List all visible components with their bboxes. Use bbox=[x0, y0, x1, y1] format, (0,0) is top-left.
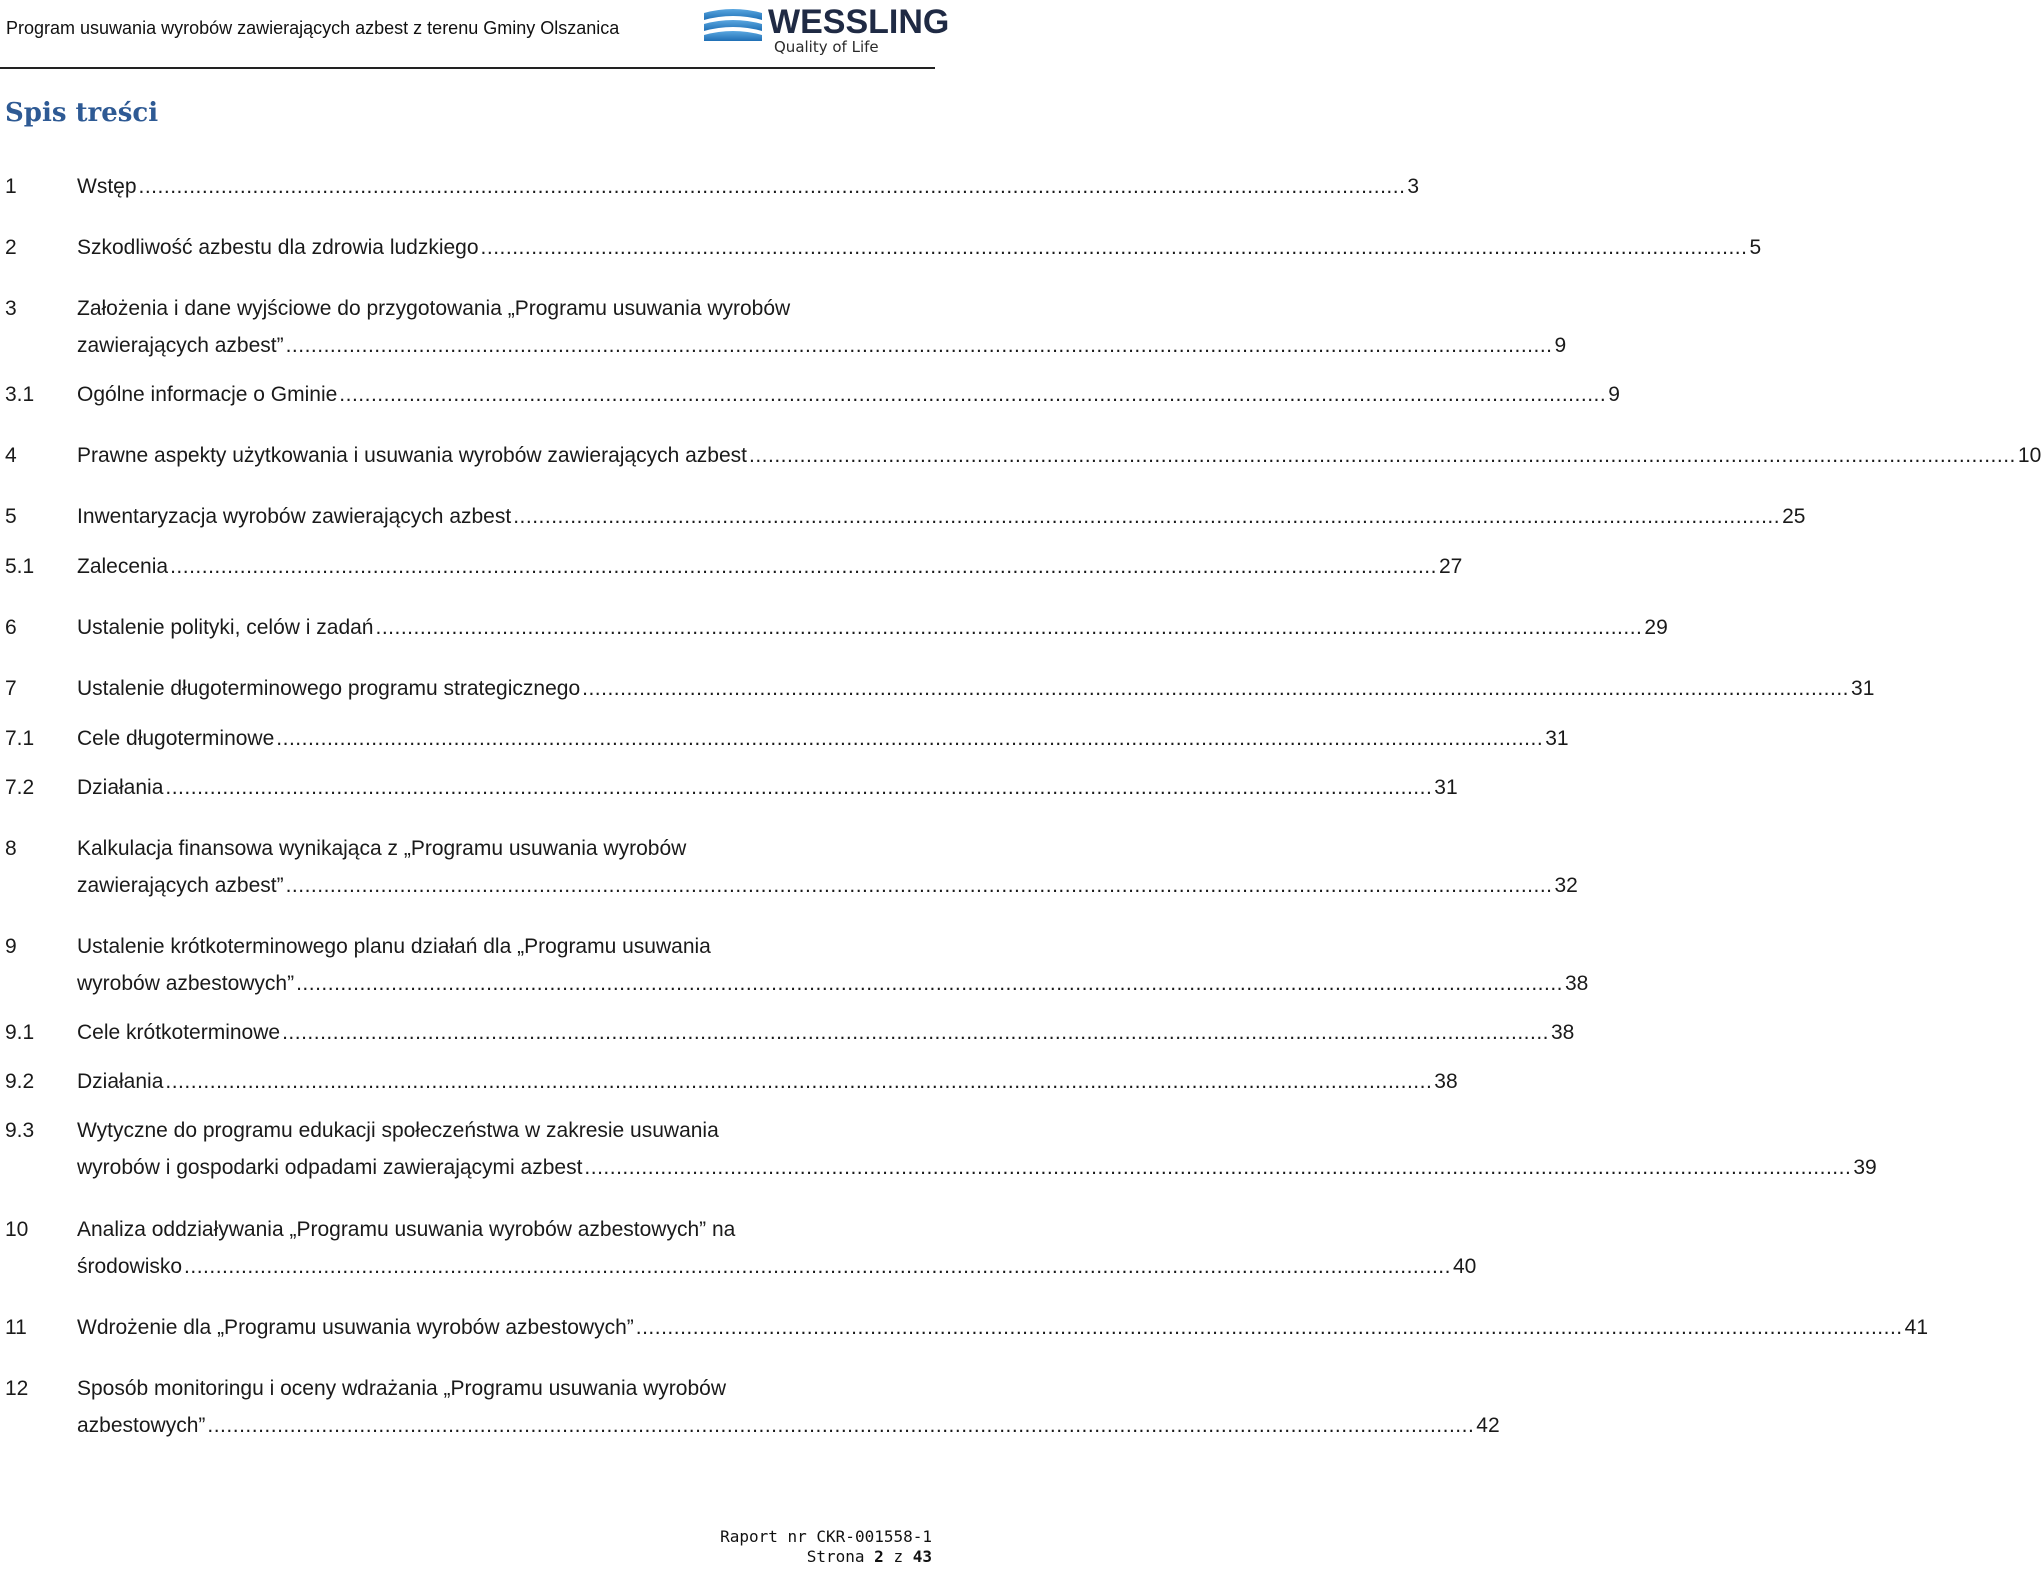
toc-entry-title: Wdrożenie dla „Programu usuwania wyrobów azbestowych” bbox=[77, 1316, 634, 1339]
dot-leader: ........................................................................................................................................................................................................ bbox=[282, 1021, 1549, 1044]
toc-entry-number: 3.1 bbox=[5, 383, 35, 406]
dot-leader: ........................................................................................................................................................................................................ bbox=[584, 1156, 1852, 1179]
toc-entry-number: 9.1 bbox=[5, 1021, 35, 1044]
report-number: Raport nr CKR-001558-1 bbox=[720, 1527, 932, 1546]
toc-entry-title: Ustalenie polityki, celów i zadań bbox=[77, 616, 374, 639]
toc-entry-title: Wstęp bbox=[77, 175, 137, 198]
toc-entry-title-line: Ustalenie krótkoterminowego planu działań dla „Programu usuwania bbox=[77, 935, 711, 958]
toc-entry-title: Inwentaryzacja wyrobów zawierających azbest bbox=[77, 505, 512, 528]
toc-entry-page: 9 bbox=[1608, 383, 1620, 406]
header-title: Program usuwania wyrobów zawierających azbest z terenu Gminy Olszanica bbox=[6, 18, 620, 38]
toc-entry-number: 8 bbox=[5, 837, 17, 860]
page-footer bbox=[720, 1527, 932, 1567]
toc-entry-title: Zalecenia bbox=[77, 555, 169, 578]
dot-leader: ........................................................................................................................................................................................................ bbox=[582, 677, 1850, 700]
dot-leader: ........................................................................................................................................................................................................ bbox=[339, 383, 1607, 406]
toc-entry-number: 1 bbox=[5, 175, 17, 198]
logo-tagline: Quality of Life bbox=[774, 38, 879, 56]
dot-leader: ........................................................................................................................................................................................................ bbox=[375, 616, 1643, 639]
toc-entry-number: 9.2 bbox=[5, 1070, 35, 1093]
toc-entry-title-line: Wytyczne do programu edukacji społeczeństwa w zakresie usuwania bbox=[77, 1119, 719, 1142]
toc-entry-page: 27 bbox=[1438, 555, 1463, 578]
page-separator: z bbox=[893, 1547, 904, 1566]
toc-entry-page: 41 bbox=[1904, 1316, 1929, 1339]
dot-leader: ........................................................................................................................................................................................................ bbox=[170, 555, 1437, 578]
dot-leader: ........................................................................................................................................................................................................ bbox=[749, 444, 2016, 467]
dot-leader: ........................................................................................................................................................................................................ bbox=[207, 1414, 1475, 1437]
dot-leader: ........................................................................................................................................................................................................ bbox=[285, 874, 1553, 897]
dot-leader: ........................................................................................................................................................................................................ bbox=[513, 505, 1781, 528]
toc-entry-title: Prawne aspekty użytkowania i usuwania wyrobów zawierających azbest bbox=[77, 444, 747, 467]
toc-entry-page: 40 bbox=[1452, 1255, 1477, 1278]
dot-leader: ........................................................................................................................................................................................................ bbox=[138, 175, 1406, 198]
logo-wordmark: WESSLING bbox=[768, 3, 950, 41]
toc-entry-page: 25 bbox=[1782, 505, 1806, 528]
page-indicator bbox=[720, 1547, 932, 1567]
toc-entry-title: Cele długoterminowe bbox=[77, 727, 275, 750]
toc-entry-number: 9 bbox=[5, 935, 17, 958]
toc-entry-number: 9.3 bbox=[5, 1119, 35, 1142]
toc-entry-page: 9 bbox=[1554, 334, 1567, 357]
toc-entry-number: 4 bbox=[5, 444, 17, 467]
wessling-logo bbox=[704, 4, 956, 60]
toc-entry-title-line: Analiza oddziaływania „Programu usuwania wyrobów azbestowych” na bbox=[77, 1218, 736, 1241]
toc-entry-number: 3 bbox=[5, 297, 17, 320]
toc-entry-title: Cele krótkoterminowe bbox=[77, 1021, 281, 1044]
toc-entry-page: 38 bbox=[1565, 972, 1589, 995]
toc-entry-page: 31 bbox=[1434, 776, 1458, 799]
toc-entry-title: wyrobów i gospodarki odpadami zawierającymi azbest bbox=[77, 1156, 583, 1179]
header-divider bbox=[0, 67, 935, 69]
toc-entry-title: zawierających azbest” bbox=[77, 334, 284, 357]
toc-entry-page: 31 bbox=[1545, 727, 1569, 750]
dot-leader: ........................................................................................................................................................................................................ bbox=[165, 776, 1433, 799]
toc-heading: Spis treści bbox=[5, 98, 159, 128]
toc-entry-number: 6 bbox=[5, 616, 17, 639]
toc-entry-page: 42 bbox=[1476, 1414, 1500, 1437]
toc-entry-number: 10 bbox=[5, 1218, 29, 1241]
toc-entry-number: 11 bbox=[5, 1316, 27, 1339]
toc-entry-title-line: Założenia i dane wyjściowe do przygotowania „Programu usuwania wyrobów bbox=[77, 297, 791, 320]
toc-entry-title: Działania bbox=[77, 1070, 164, 1093]
page-prefix: Strona bbox=[806, 1547, 865, 1566]
toc-entry-title: Ogólne informacje o Gminie bbox=[77, 383, 338, 406]
toc-entry-number: 5.1 bbox=[5, 555, 35, 578]
dot-leader: ........................................................................................................................................................................................................ bbox=[184, 1255, 1451, 1278]
toc-entry-page: 3 bbox=[1407, 175, 1420, 198]
toc-entry-title: azbestowych” bbox=[77, 1414, 206, 1437]
toc-entry-page: 38 bbox=[1434, 1070, 1458, 1093]
toc-entry-page: 32 bbox=[1554, 874, 1578, 897]
toc-entry-page: 39 bbox=[1853, 1156, 1877, 1179]
toc-entry-number: 7.1 bbox=[5, 727, 35, 750]
dot-leader: ........................................................................................................................................................................................................ bbox=[480, 236, 1748, 259]
toc-entry-page: 38 bbox=[1551, 1021, 1575, 1044]
toc-entry-title: wyrobów azbestowych” bbox=[77, 972, 295, 995]
page-current: 2 bbox=[874, 1547, 884, 1566]
page-total: 43 bbox=[912, 1547, 932, 1566]
toc-entry-title: Szkodliwość azbestu dla zdrowia ludzkiego bbox=[77, 236, 479, 259]
dot-leader: ........................................................................................................................................................................................................ bbox=[276, 727, 1544, 750]
toc-entry-page: 5 bbox=[1749, 236, 1762, 259]
toc-entry-page: 29 bbox=[1644, 616, 1668, 639]
toc-entry-number: 5 bbox=[5, 505, 17, 528]
page-header bbox=[0, 0, 960, 70]
toc-entry-number: 12 bbox=[5, 1377, 29, 1400]
toc-entry-number: 7.2 bbox=[5, 776, 35, 799]
dot-leader: ........................................................................................................................................................................................................ bbox=[635, 1316, 1903, 1339]
toc-entry-page: 10 bbox=[2017, 444, 2041, 467]
toc-entry-title: środowisko bbox=[77, 1255, 183, 1278]
toc-entry-page: 31 bbox=[1851, 677, 1875, 700]
dot-leader: ........................................................................................................................................................................................................ bbox=[165, 1070, 1433, 1093]
toc-entry-number: 2 bbox=[5, 236, 17, 259]
toc-entry-title: Ustalenie długoterminowego programu strategicznego bbox=[77, 677, 581, 700]
dot-leader: ........................................................................................................................................................................................................ bbox=[296, 972, 1563, 995]
dot-leader: ........................................................................................................................................................................................................ bbox=[285, 334, 1553, 357]
toc-entry-title: Działania bbox=[77, 776, 164, 799]
toc-entry-title-line: Kalkulacja finansowa wynikająca z „Programu usuwania wyrobów bbox=[77, 837, 687, 860]
toc-entry-title: zawierających azbest” bbox=[77, 874, 284, 897]
toc-entry-number: 7 bbox=[5, 677, 17, 700]
toc-entry-title-line: Sposób monitoringu i oceny wdrażania „Programu usuwania wyrobów bbox=[77, 1377, 727, 1400]
wessling-logo-mark-icon bbox=[704, 7, 762, 41]
